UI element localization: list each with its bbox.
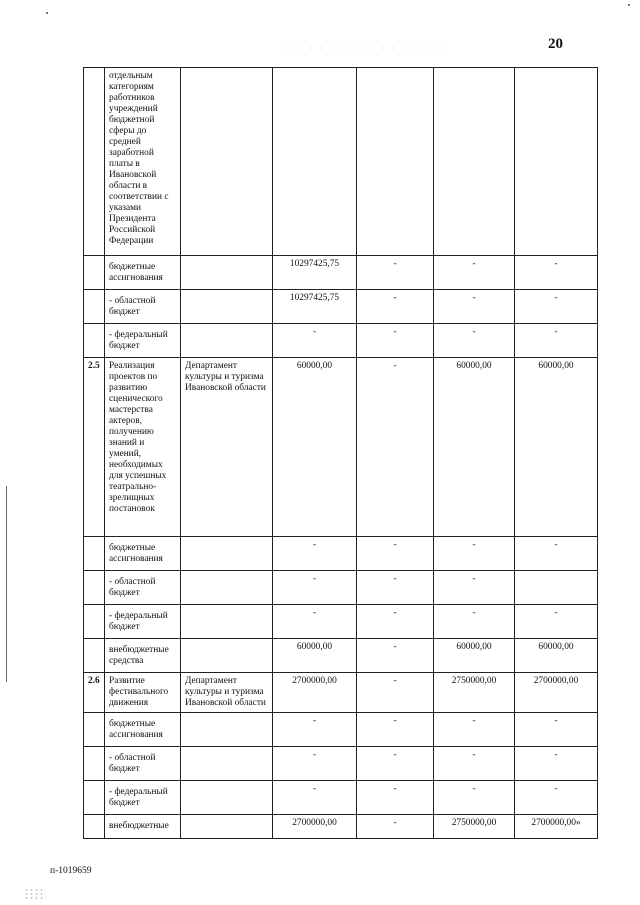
row-value-1: - xyxy=(273,713,357,747)
row-value-2: - xyxy=(357,358,434,537)
row-index xyxy=(84,571,105,605)
row-name: - федеральный бюджет xyxy=(105,605,181,639)
row-value-2: - xyxy=(357,290,434,324)
row-executor xyxy=(181,290,273,324)
row-value-2: - xyxy=(357,537,434,571)
row-value-4: - xyxy=(515,713,598,747)
table-row xyxy=(84,639,598,673)
row-name: внебюджетные xyxy=(105,815,181,839)
row-value-2: - xyxy=(357,781,434,815)
row-name: бюджетные ассигнования xyxy=(105,713,181,747)
row-name: - областной бюджет xyxy=(105,571,181,605)
row-value-2: - xyxy=(357,747,434,781)
row-value-4: 60000,00 xyxy=(515,639,598,673)
document-code: п-1019659 xyxy=(50,866,92,876)
table-row xyxy=(84,358,598,537)
row-name: отдельным категориям работников учреждений бюджетной сферы до средней заработной платы в Ивановской области в соответствии с указами Президента Российской Федерации xyxy=(105,68,181,256)
table-row xyxy=(84,605,598,639)
row-value-4: 60000,00 xyxy=(515,358,598,537)
row-value-3: 60000,00 xyxy=(434,639,515,673)
row-value-2: - xyxy=(357,713,434,747)
row-executor xyxy=(181,68,273,256)
row-value-1: - xyxy=(273,571,357,605)
row-name: - областной бюджет xyxy=(105,747,181,781)
table-row xyxy=(84,290,598,324)
row-value-2: - xyxy=(357,571,434,605)
row-index xyxy=(84,68,105,256)
row-value-4: - xyxy=(515,747,598,781)
row-name: бюджетные ассигнования xyxy=(105,537,181,571)
row-value-2 xyxy=(357,68,434,256)
row-value-4: - xyxy=(515,256,598,290)
row-name: - областной бюджет xyxy=(105,290,181,324)
row-index: 2.6 xyxy=(84,673,105,713)
table-row xyxy=(84,256,598,290)
row-value-1: - xyxy=(273,781,357,815)
row-name: Развитие фестивального движения xyxy=(105,673,181,713)
row-index xyxy=(84,747,105,781)
row-executor xyxy=(181,747,273,781)
table-row xyxy=(84,747,598,781)
row-value-1: 10297425,75 xyxy=(273,290,357,324)
budget-table xyxy=(83,67,598,839)
row-value-1: - xyxy=(273,605,357,639)
row-value-3 xyxy=(434,68,515,256)
row-value-4 xyxy=(515,68,598,256)
row-value-3: - xyxy=(434,290,515,324)
row-value-3: - xyxy=(434,537,515,571)
row-executor xyxy=(181,713,273,747)
table-row xyxy=(84,713,598,747)
row-value-2: - xyxy=(357,673,434,713)
row-value-1: - xyxy=(273,747,357,781)
row-value-3: 2750000,00 xyxy=(434,673,515,713)
row-value-3: - xyxy=(434,747,515,781)
row-executor xyxy=(181,256,273,290)
row-index xyxy=(84,781,105,815)
row-executor xyxy=(181,815,273,839)
page-number: 20 xyxy=(548,36,563,52)
row-value-4: - xyxy=(515,290,598,324)
row-index xyxy=(84,290,105,324)
row-value-4: 2700000,00 xyxy=(515,673,598,713)
row-executor: Департамент культуры и туризма Ивановской области xyxy=(181,358,273,537)
row-index xyxy=(84,815,105,839)
row-value-4: - xyxy=(515,781,598,815)
row-index: 2.5 xyxy=(84,358,105,537)
table-row xyxy=(84,537,598,571)
row-value-2: - xyxy=(357,605,434,639)
table-row xyxy=(84,324,598,358)
row-executor xyxy=(181,537,273,571)
row-index xyxy=(84,639,105,673)
row-value-3: - xyxy=(434,713,515,747)
row-name: - федеральный бюджет xyxy=(105,324,181,358)
row-value-3: - xyxy=(434,605,515,639)
row-name: бюджетные ассигнования xyxy=(105,256,181,290)
row-executor xyxy=(181,605,273,639)
row-value-2: - xyxy=(357,324,434,358)
row-index xyxy=(84,256,105,290)
row-index xyxy=(84,537,105,571)
row-executor: Департамент культуры и туризма Ивановской области xyxy=(181,673,273,713)
row-value-2: - xyxy=(357,815,434,839)
row-value-3: - xyxy=(434,571,515,605)
row-executor xyxy=(181,639,273,673)
row-index xyxy=(84,605,105,639)
row-value-4: - xyxy=(515,605,598,639)
row-value-3: - xyxy=(434,781,515,815)
row-value-3: - xyxy=(434,324,515,358)
row-value-1: 2700000,00 xyxy=(273,815,357,839)
row-value-1: 10297425,75 xyxy=(273,256,357,290)
row-index xyxy=(84,324,105,358)
row-executor xyxy=(181,571,273,605)
table-row xyxy=(84,673,598,713)
row-value-4: - xyxy=(515,324,598,358)
row-index xyxy=(84,713,105,747)
scan-noise xyxy=(24,888,46,900)
row-value-2: - xyxy=(357,256,434,290)
row-name: - федеральный бюджет xyxy=(105,781,181,815)
row-value-1: 60000,00 xyxy=(273,358,357,537)
table-row xyxy=(84,781,598,815)
row-value-1 xyxy=(273,68,357,256)
scan-speck xyxy=(46,12,48,14)
row-value-3: - xyxy=(434,256,515,290)
row-value-1: 60000,00 xyxy=(273,639,357,673)
row-value-4 xyxy=(515,571,598,605)
scan-noise xyxy=(280,46,450,50)
table-row xyxy=(84,815,598,839)
row-name: Реализация проектов по развитию сценического мастерства актеров, получению знаний и умений, необходимых для успешных театрально-зрелищных постановок xyxy=(105,358,181,537)
row-value-1: 2700000,00 xyxy=(273,673,357,713)
row-value-1: - xyxy=(273,537,357,571)
row-name: внебюджетные средства xyxy=(105,639,181,673)
row-value-3: 2750000,00 xyxy=(434,815,515,839)
row-value-3: 60000,00 xyxy=(434,358,515,537)
scan-edge-line xyxy=(6,486,7,682)
table-row xyxy=(84,68,598,256)
row-value-2: - xyxy=(357,639,434,673)
table-row xyxy=(84,571,598,605)
row-executor xyxy=(181,324,273,358)
row-value-4: - xyxy=(515,537,598,571)
scan-speck xyxy=(628,4,630,6)
row-value-1: - xyxy=(273,324,357,358)
row-executor xyxy=(181,781,273,815)
row-value-4: 2700000,00» xyxy=(515,815,598,839)
